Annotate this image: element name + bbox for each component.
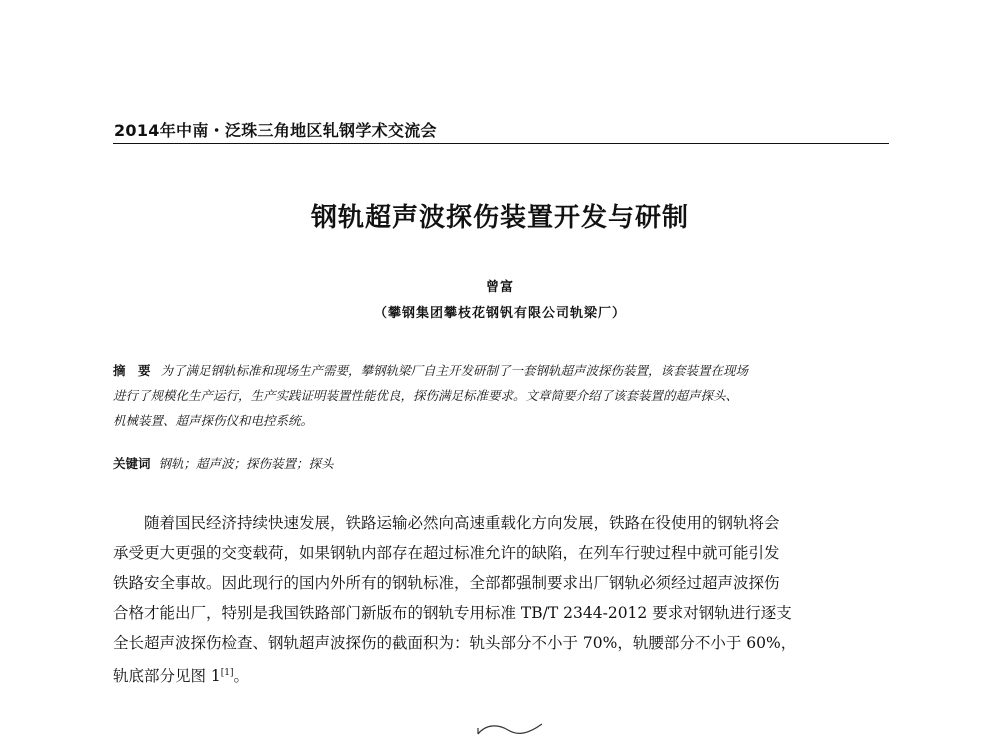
body-line: 随着国民经济持续快速发展，铁路运输必然向高速重载化方向发展，铁路在役使用的钢轨将会 [144, 514, 780, 532]
body-paragraph [113, 508, 903, 688]
abstract-line: 进行了规模化生产运行，生产实践证明装置性能优良，探伤满足标准要求。文章简要介绍了该套装置的超声探头、 [113, 388, 739, 403]
paper-title: 钢轨超声波探伤装置开发与研制 [310, 203, 689, 233]
body-text: 轨底部分见图 1 [113, 667, 221, 686]
figure-outline-fragment [476, 722, 546, 736]
body-line: 合格才能出厂，特别是我国铁路部门新版布的钢轨专用标准 TB/T 2344-2012 要求对钢轨进行逐支 [113, 604, 792, 622]
keywords [113, 454, 334, 472]
abstract-line [113, 358, 893, 383]
author: 曾富 [485, 280, 514, 295]
body-line: 承受更大更强的交变载荷，如果钢轨内部存在超过标准允许的缺陷，在列车行驶过程中就可能引发 [113, 544, 780, 562]
abstract [113, 358, 893, 433]
abstract-text: 为了满足钢轨标准和现场生产需要，攀钢轨梁厂自主开发研制了一套钢轨超声波探伤装置，该套装置在现场 [160, 363, 749, 378]
body-line: 全长超声波探伤检查、钢轨超声波探伤的截面积为：轨头部分不小于 70%，轨腰部分不小于 60%， [113, 634, 797, 652]
end-mark: 。 [233, 667, 250, 686]
abstract-line: 机械装置、超声探伤仪和电控系统。 [113, 413, 314, 428]
body-line: 铁路安全事故。因此现行的国内外所有的钢轨标准，全部都强制要求出厂钢轨必须经过超声波探伤 [113, 574, 780, 592]
keywords-text: 钢轨；超声波；探伤装置；探头 [158, 456, 334, 471]
abstract-label: 摘 要 [113, 363, 151, 378]
citation: [1] [220, 668, 234, 678]
keywords-label: 关键词 [113, 456, 151, 471]
header-rule [113, 143, 889, 144]
body-line-last [113, 658, 903, 688]
figure-curve [478, 724, 542, 734]
conference-header: 2014年中南・泛珠三角地区轧钢学术交流会 [114, 121, 437, 140]
affiliation: （攀钢集团攀枝花钢钒有限公司轨梁厂） [373, 306, 626, 321]
